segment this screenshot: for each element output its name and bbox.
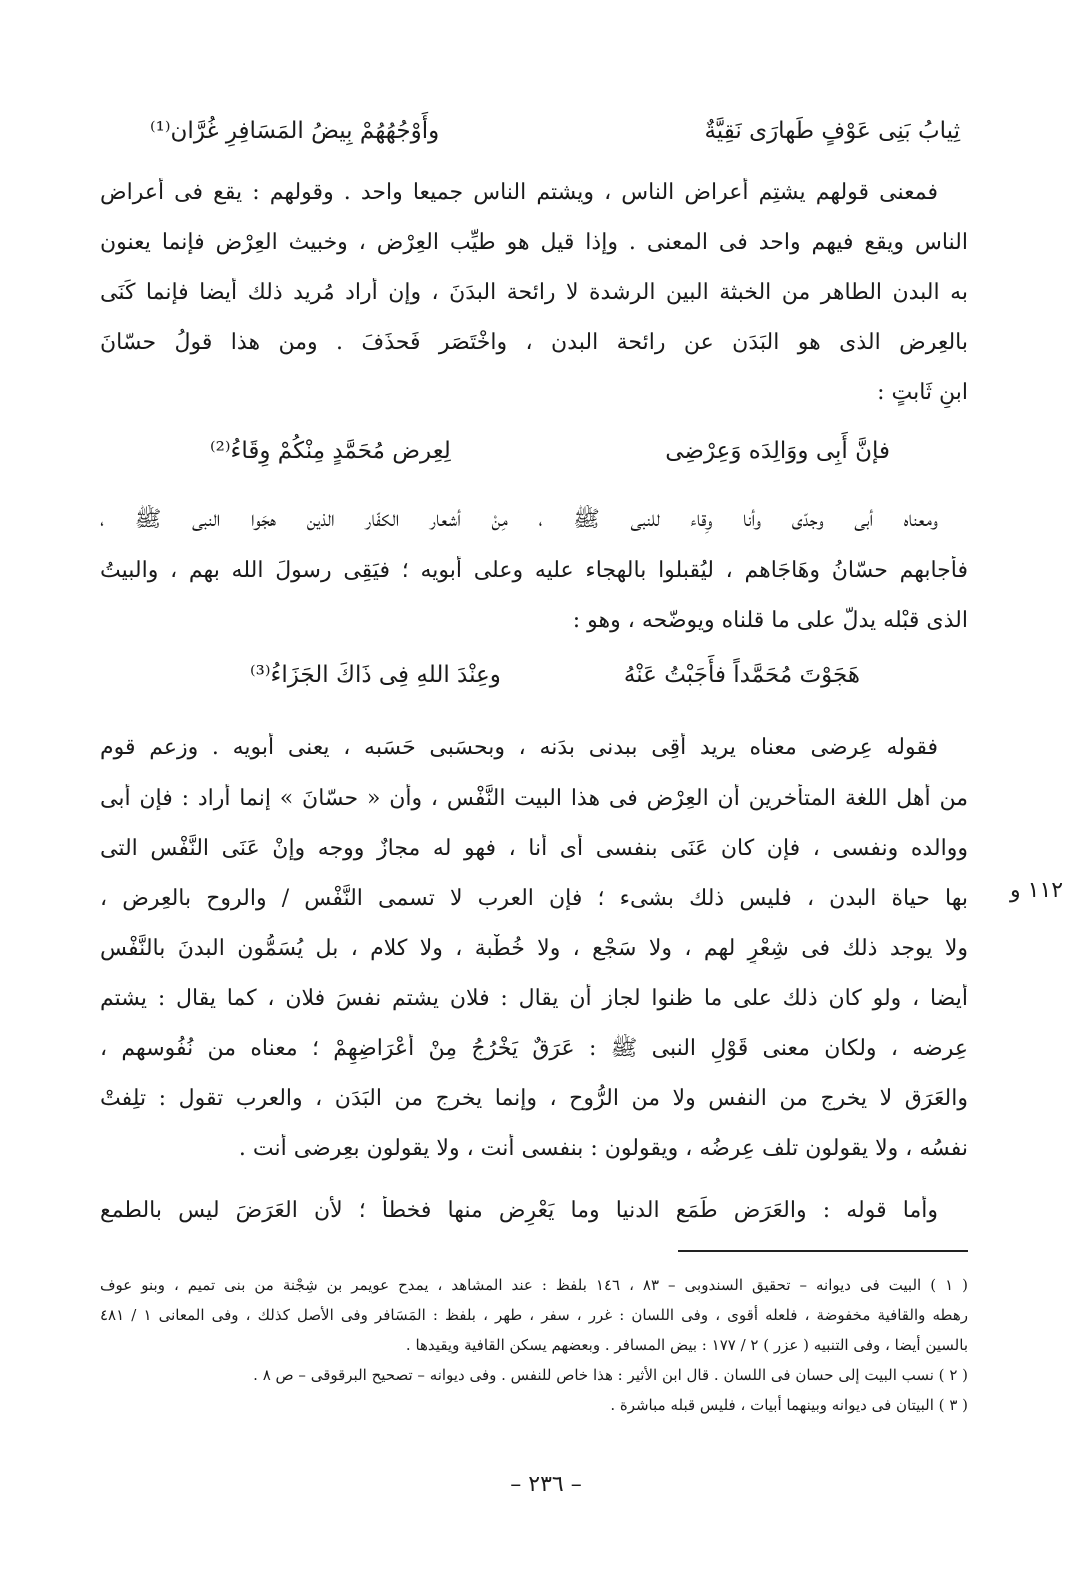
- para-4-line-1: وأما قوله : والعَرَض طَمَع الدنيا وما يَعْرِض منها فخطأ ؛ لأن العَرَضَ ليس بالطمع: [100, 1198, 938, 1223]
- para-1-line-2: الناس ويقع فيهم واحد فى المعنى . وإذا قيل هو طيِّب العِرْض ، وخبيث العِرْض فإنما يعنون: [100, 230, 968, 255]
- footnote-1-line-3: بالسين أيضا ، وفى التنبيه ( عزر ) ٢ / ١٧٧ : بيض المسافر . وبعضهم يسكن القافية ويقيدها .: [405, 1336, 968, 1354]
- verse-2-first-hemistich: فإنَّ أَبِى ووَالِدَه وَعِرْضِى: [665, 438, 890, 464]
- para-1-line-5: ابنِ ثَابتٍ :: [877, 380, 968, 405]
- verse-2-second-hemistich: لِعِرض مُحَمَّدٍ مِنْكُمْ وِقَاءُ⁽²⁾: [210, 438, 451, 464]
- margin-folio-note: ١١٢ و: [1010, 878, 1064, 903]
- footnote-separator: [678, 1250, 968, 1252]
- para-2-line-2: فأجابهم حسّانُ وهَاجَاهم ، ليُقبلوا بالهجاء عليه وعلى أبويه ؛ فيَقِى رسولَ الله بهم ، والبيتُ: [100, 558, 968, 583]
- para-3-line-6: أيضا ، ولو كان ذلك على ما ظنوا لجاز أن يقال : فلان يشتم نفسَ فلان ، كما يقال : يشتم: [100, 986, 968, 1011]
- footnote-3: ( ٣ ) البيتان فى ديوانه وبينهما أبيات ، فليس قبله مباشرة .: [610, 1396, 968, 1414]
- para-3-line-7: عِرضه ، ولكان معنى قَوْلِ النبى ﷺ : عَرَقٌ يَخْرُجُ مِنْ أَعْرَاضِهِمْ ؛ معناه من نُفُوسهم ،: [100, 1036, 968, 1061]
- para-2-line-1: ومعناه أبى وجدّى وأنا وِقاء للنبى ﷺ ، مِنْ أشعار الكفّار الذين هجَوا النبى ﷺ ،: [100, 507, 938, 532]
- para-3-line-4: بها حياة البدن ، فليس ذلك بشىء ؛ فإن العرب لا تسمى النَّفْس / والروح بالعِرض ،: [100, 886, 968, 911]
- page-number: – ٢٣٦ –: [510, 1472, 582, 1497]
- verse-1: [150, 118, 960, 144]
- para-1-line-4: بالعِرض الذى هو البَدَن عن رائحة البدن ، واخْتَصَر فَحذَفَ . ومن هذا قولُ حسّانَ: [100, 330, 968, 355]
- para-3-line-2: من أهل اللغة المتأخرين أن العِرْض فى هذا البيت النَّفْس ، وأن « حسّانَ » إنما أراد : فإن أبى: [100, 786, 968, 811]
- para-2-line-3: الذى قبْله يدلّ على ما قلناه ويوضّحه ، وهو :: [572, 608, 968, 633]
- para-3-line-9: نفسُه ، ولا يقولون تلف عِرضُه ، ويقولون : بنفسى أنت ، ولا يقولون بعِرضى أنت .: [238, 1136, 968, 1161]
- verse-1-second-hemistich: وأَوْجُهُهُمْ بِيضُ المَسَافِرِ غُرَّان⁽¹⁾: [150, 118, 440, 144]
- para-1-line-1: فمعنى قولهم يشتِم أعراض الناس ، ويشتم الناس جميعا واحد . وقولهم : يقع فى أعراض: [100, 180, 938, 205]
- verse-3-second-hemistich: وعِنْدَ اللهِ فِى ذَاكَ الجَزَاءُ⁽³⁾: [250, 662, 501, 688]
- verse-3-first-hemistich: هَجَوْتَ مُحَمَّداً فأَجَبْتُ عَنْهُ: [623, 662, 860, 688]
- verse-2: [210, 438, 890, 464]
- para-1-line-3: به البدن الطاهر من الخبثة البين الرشدة لا رائحة البدَنَ ، وإن أراد مُريد ذلك أيضا فإنما كَنَى: [100, 280, 968, 305]
- para-3-line-1: فقوله عِرضى معناه يريد أَقِى ببدنى بدَنه ، وبحسَبى حَسَبه ، يعنى أبويه . وزعم قوم: [100, 735, 938, 760]
- footnote-2: ( ٢ ) نسب البيت إلى حسان فى اللسان . قال ابن الأثير : هذا خاص للنفس . وفى ديوانه – تصحيح البرقوقى – ص ٨ .: [253, 1366, 968, 1384]
- para-3-line-5: ولا يوجد ذلك فى شِعْرٍ لهم ، ولا سَجْع ، ولا خُطْبة ، ولا كلام ، بل يُسَمُّون البدنَ بالنَّفْس: [100, 936, 968, 961]
- footnote-1-line-2: رهطه والقافية مخفوضة ، فلعله أقوى ، وفى اللسان : غرر ، سفر ، طهر ، بلفظ : المَسَافر وفى الأصل كذلك ، وفى المعانى ١ / ٤٨١: [100, 1306, 968, 1324]
- verse-1-first-hemistich: ثِيابُ بَنِى عَوْفٍ طَهارَى نَقِيَّةٌ: [704, 118, 960, 144]
- verse-3: [250, 662, 860, 688]
- para-3-line-3: ووالده ونفسى ، فإن كان عَنَى بنفسى أى أنا ، فهو له مجازٌ ووجه وإنْ عَنَى النَّفْس التى: [100, 836, 968, 861]
- para-3-line-8: والعَرَق لا يخرج من النفس ولا من الرُّوح ، وإنما يخرج من البَدَن ، والعرب تقول : تلِفتْ: [100, 1086, 968, 1111]
- footnote-1-line-1: ( ١ ) البيت فى ديوانه – تحقيق السندوبى – ٨٣ ، ١٤٦ بلفظ : عند المشاهد ، يمدح عويمر بن شِجْنة من بنى تميم ، وبنو عوف: [100, 1276, 968, 1294]
